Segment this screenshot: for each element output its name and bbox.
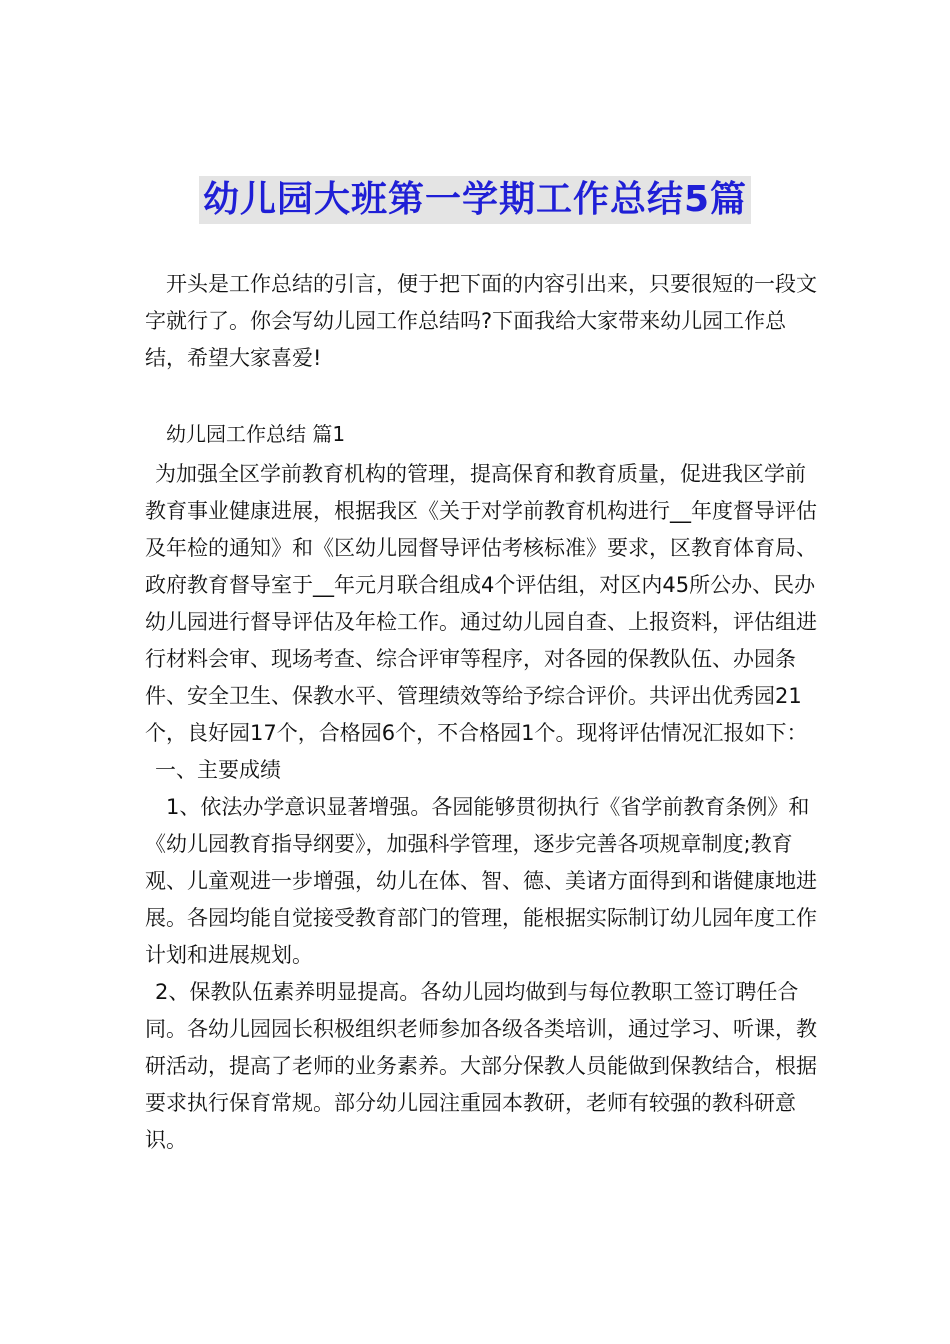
paragraph-3: 2、保教队伍素养明显提高。各幼儿园均做到与每位教职工签订聘任合同。各幼儿园园长积极组织老师参加各级各类培训，通过学习、听课，教研活动，提高了老师的业务素养。大部分保教人员能做到保教结合，根据要求执行保育常规。部分幼儿园注重园本教研，老师有较强的教科研意识。 (145, 980, 817, 1152)
paragraph-2: 1、依法办学意识显著增强。各园能够贯彻执行《省学前教育条例》和《幼儿园教育指导纲要》，加强科学管理，逐步完善各项规章制度;教育观、儿童观进一步增强，幼儿在体、智、德、美诸方面得到和谐健康地进展。各园均能自觉接受教育部门的管理，能根据实际制订幼儿园年度工作计划和进展规划。 (145, 795, 817, 967)
heading-main-achievements: 一、主要成绩 (155, 758, 281, 782)
main-content (145, 456, 825, 1159)
paragraph-1: 为加强全区学前教育机构的管理，提高保育和教育质量，促进我区学前教育事业健康进展，根据我区《关于对学前教育机构进行__年度督导评估及年检的通知》和《区幼儿园督导评估考核标准》要求，区教育体育局、政府教育督导室于__年元月联合组成4个评估组，对区内45所公办、民办幼儿园进行督导评估及年检工作。通过幼儿园自查、上报资料，评估组进行材料会审、现场考查、综合评审等程序，对各园的保教队伍、办园条件、安全卫生、保教水平、管理绩效等给予综合评价。共评出优秀园21个，良好园17个，合格园6个，不合格园1个。现将评估情况汇报如下： (145, 462, 817, 745)
section-title: 幼儿园工作总结 篇1 (166, 422, 346, 446)
document-title: 幼儿园大班第一学期工作总结5篇 (199, 176, 751, 224)
intro-block (145, 266, 825, 377)
title-container (0, 176, 950, 224)
intro-paragraph: 开头是工作总结的引言，便于把下面的内容引出来，只要很短的一段文字就行了。你会写幼儿园工作总结吗?下面我给大家带来幼儿园工作总结，希望大家喜爱! (145, 272, 817, 370)
